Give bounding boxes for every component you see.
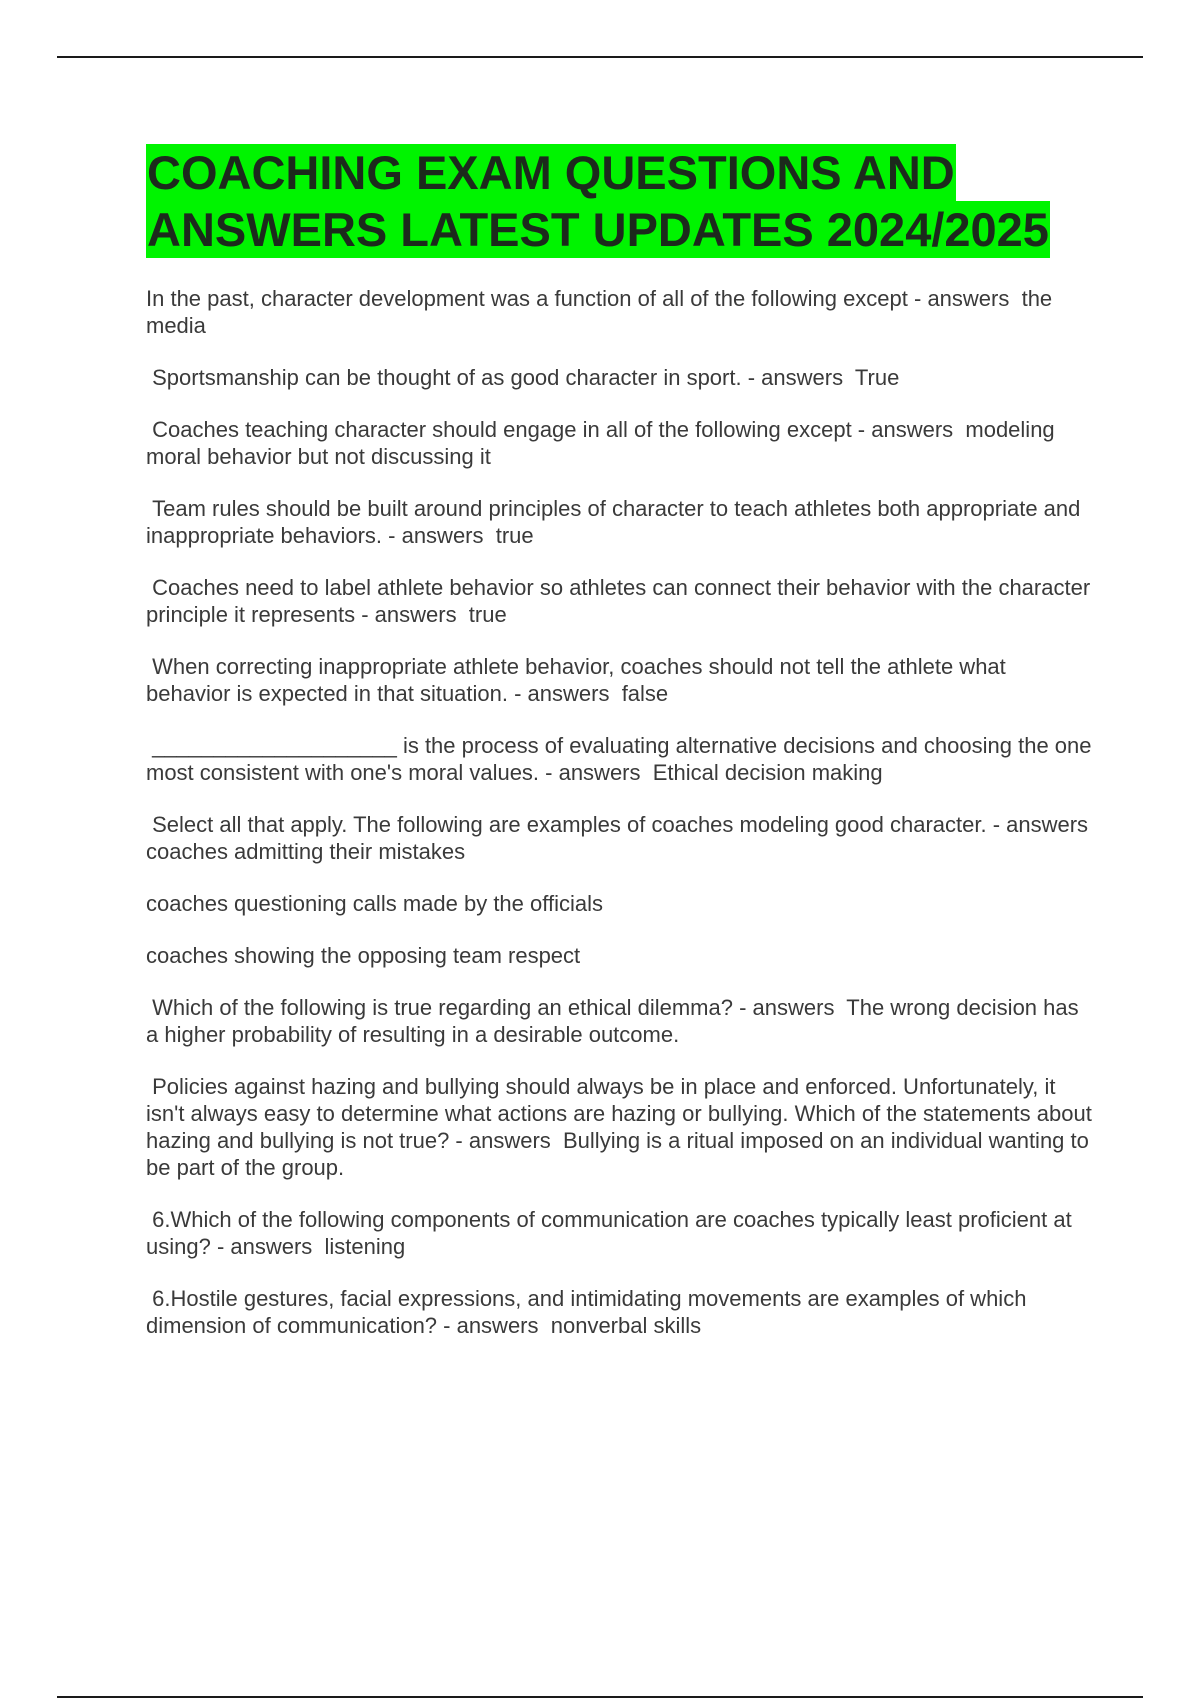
- qa-item-2: Sportsmanship can be thought of as good character in sport. - answers True: [146, 365, 900, 390]
- title-line-2: ANSWERS LATEST UPDATES 2024/2025: [147, 203, 1049, 256]
- qa-item-12: Policies against hazing and bullying should always be in place and enforced. Unfortunately, it isn't always easy to determine what actions are hazing or bullying. Which of the statements about hazing and bullying is not true? - answers Bullying is a ritual imposed on an individual wanting to be part of the group.: [146, 1074, 1098, 1180]
- qa-item-9: coaches questioning calls made by the officials: [146, 891, 603, 916]
- qa-item-14: 6.Hostile gestures, facial expressions, and intimidating movements are examples of which dimension of communication? - answers nonverbal skills: [146, 1286, 1033, 1338]
- qa-item-6: When correcting inappropriate athlete behavior, coaches should not tell the athlete what behavior is expected in that situation. - answers false: [146, 654, 1012, 706]
- qa-item-1: In the past, character development was a function of all of the following except - answers the media: [146, 286, 1059, 338]
- qa-item-5: Coaches need to label athlete behavior so athletes can connect their behavior with the character principle it represents - answers true: [146, 575, 1097, 627]
- qa-list: [146, 285, 1101, 1339]
- qa-item-8: Select all that apply. The following are examples of coaches modeling good character. - answers coaches admitting their mistakes: [146, 812, 1101, 864]
- top-rule: [57, 56, 1143, 58]
- qa-item-7: ____________________ is the process of evaluating alternative decisions and choosing the one most consistent with one's moral values. - answers Ethical decision making: [146, 733, 1098, 785]
- qa-item-13: 6.Which of the following components of communication are coaches typically least proficient at using? - answers listening: [146, 1207, 1078, 1259]
- qa-item-10: coaches showing the opposing team respect: [146, 943, 581, 968]
- qa-item-4: Team rules should be built around principles of character to teach athletes both appropriate and inappropriate behaviors. - answers true: [146, 496, 1087, 548]
- qa-item-3: Coaches teaching character should engage in all of the following except - answers modeling moral behavior but not discussing it: [146, 417, 1061, 469]
- qa-item-11: Which of the following is true regarding an ethical dilemma? - answers The wrong decision has a higher probability of resulting in a desirable outcome.: [146, 995, 1085, 1047]
- title-line-1: COACHING EXAM QUESTIONS AND: [147, 146, 955, 199]
- bottom-rule: [57, 1696, 1143, 1698]
- document-title: [146, 144, 1106, 258]
